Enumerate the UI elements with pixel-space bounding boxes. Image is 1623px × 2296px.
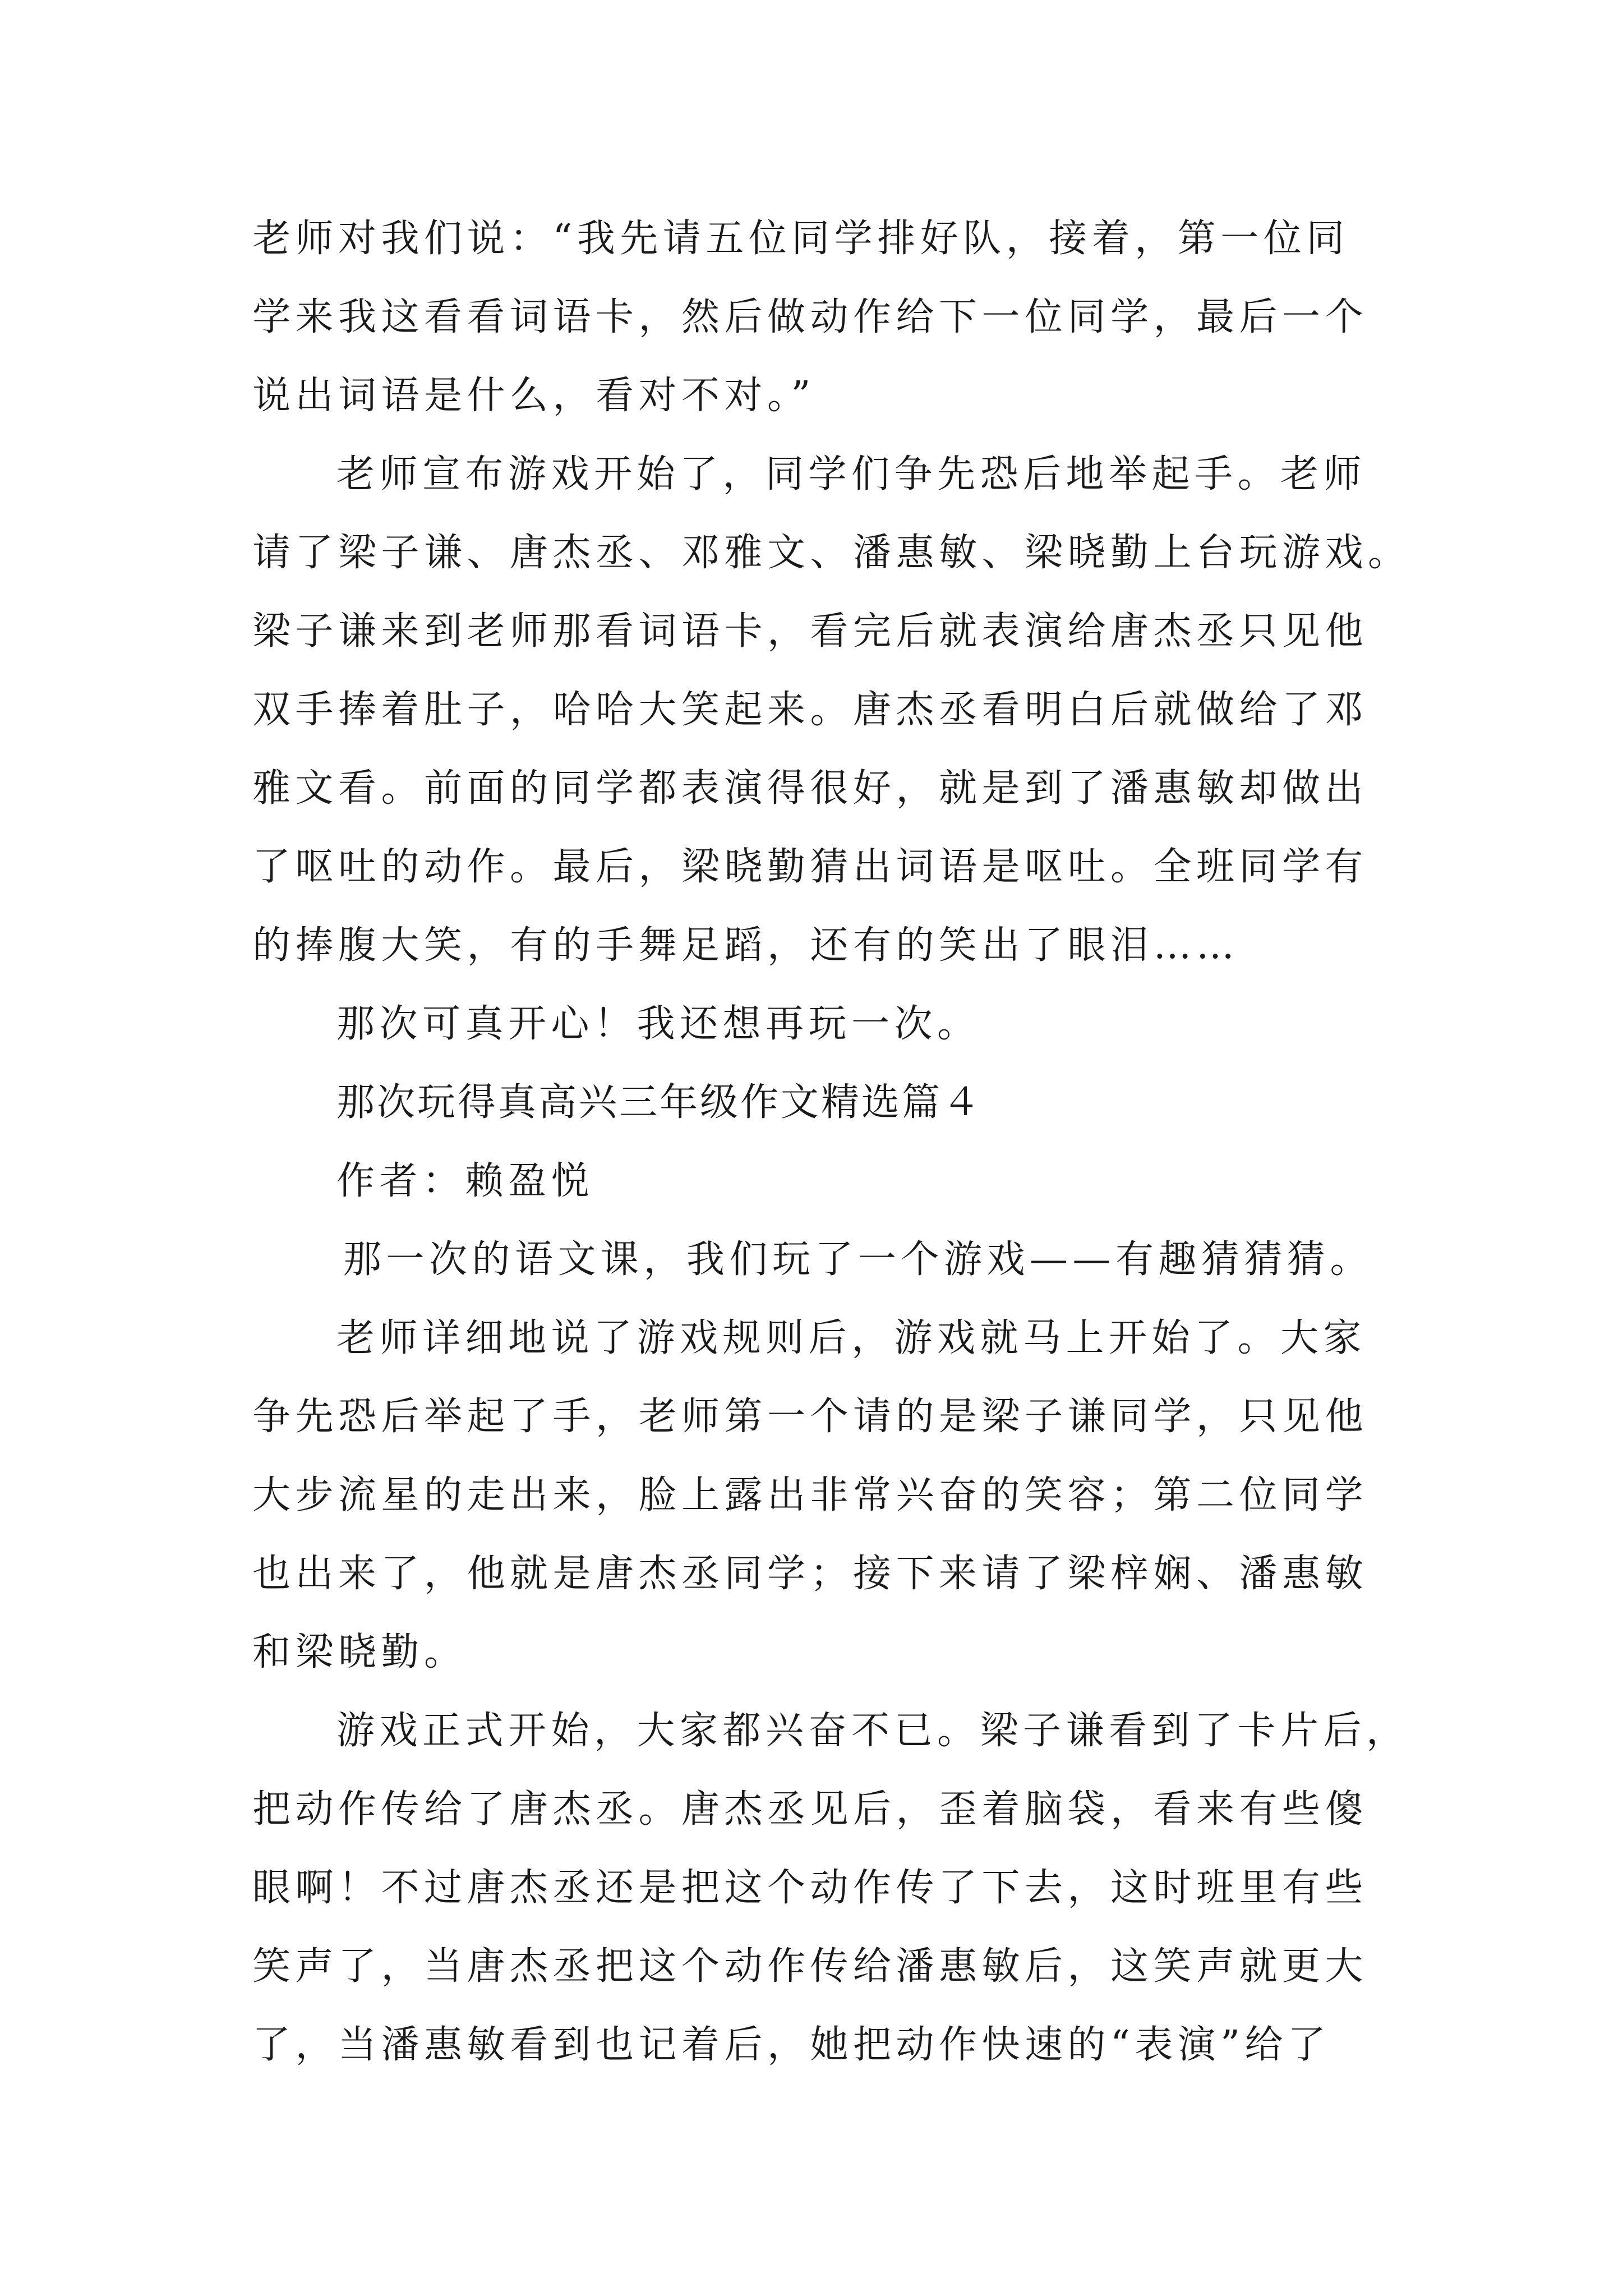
text-line: 说出词语是什么，看对不对。”: [252, 374, 815, 418]
paragraph-start: 游戏正式开始，大家都兴奋不已。梁子谦看到了卡片后，: [336, 1709, 1409, 1753]
text-line: 梁子谦来到老师那看词语卡，看完后就表演给唐杰丞只见他: [252, 609, 1368, 654]
paragraph-start: 老师宣布游戏开始了，同学们争先恐后地举起手。老师: [336, 452, 1367, 496]
text-line: 请了梁子谦、唐杰丞、邓雅文、潘惠敏、梁晓勤上台玩游戏。: [252, 531, 1411, 575]
paragraph-start: 那次可真开心！我还想再玩一次。: [336, 1002, 980, 1046]
text-line: 的捧腹大笑，有的手舞足蹈，还有的笑出了眼泪……: [252, 923, 1239, 968]
text-line: 也出来了，他就是唐杰丞同学；接下来请了梁梓娴、潘惠敏: [252, 1552, 1368, 1596]
text-line: 笑声了，当唐杰丞把这个动作传给潘惠敏后，这笑声就更大: [252, 1944, 1368, 1989]
text-line: 了，当潘惠敏看到也记着后，她把动作快速的“表演”给了: [252, 2023, 1331, 2067]
text-line: 争先恐后举起了手，老师第一个请的是梁子谦同学，只见他: [252, 1395, 1368, 1439]
text-line: 老师对我们说：“我先请五位同学排好队，接着，第一位同: [252, 217, 1349, 261]
author-line: 作者：赖盈悦: [336, 1159, 594, 1203]
section-title: 那次玩得真高兴三年级作文精选篇４: [336, 1080, 983, 1125]
paragraph-start: 那一次的语文课，我们玩了一个游戏——有趣猜猜猜。: [343, 1237, 1373, 1282]
text-line: 双手捧着肚子，哈哈大笑起来。唐杰丞看明白后就做给了邓: [252, 688, 1368, 732]
text-line: 学来我这看看词语卡，然后做动作给下一位同学，最后一个: [252, 295, 1368, 339]
text-line: 大步流星的走出来，脸上露出非常兴奋的笑容；第二位同学: [252, 1473, 1368, 1517]
text-line: 和梁晓勤。: [252, 1630, 467, 1674]
text-line: 眼啊！不过唐杰丞还是把这个动作传了下去，这时班里有些: [252, 1866, 1368, 1910]
paragraph-start: 老师详细地说了游戏规则后，游戏就马上开始了。大家: [336, 1316, 1367, 1360]
text-line: 雅文看。前面的同学都表演得很好，就是到了潘惠敏却做出: [252, 766, 1368, 811]
text-line: 把动作传给了唐杰丞。唐杰丞见后，歪着脑袋，看来有些傻: [252, 1787, 1368, 1832]
text-line: 了呕吐的动作。最后，梁晓勤猜出词语是呕吐。全班同学有: [252, 845, 1368, 889]
